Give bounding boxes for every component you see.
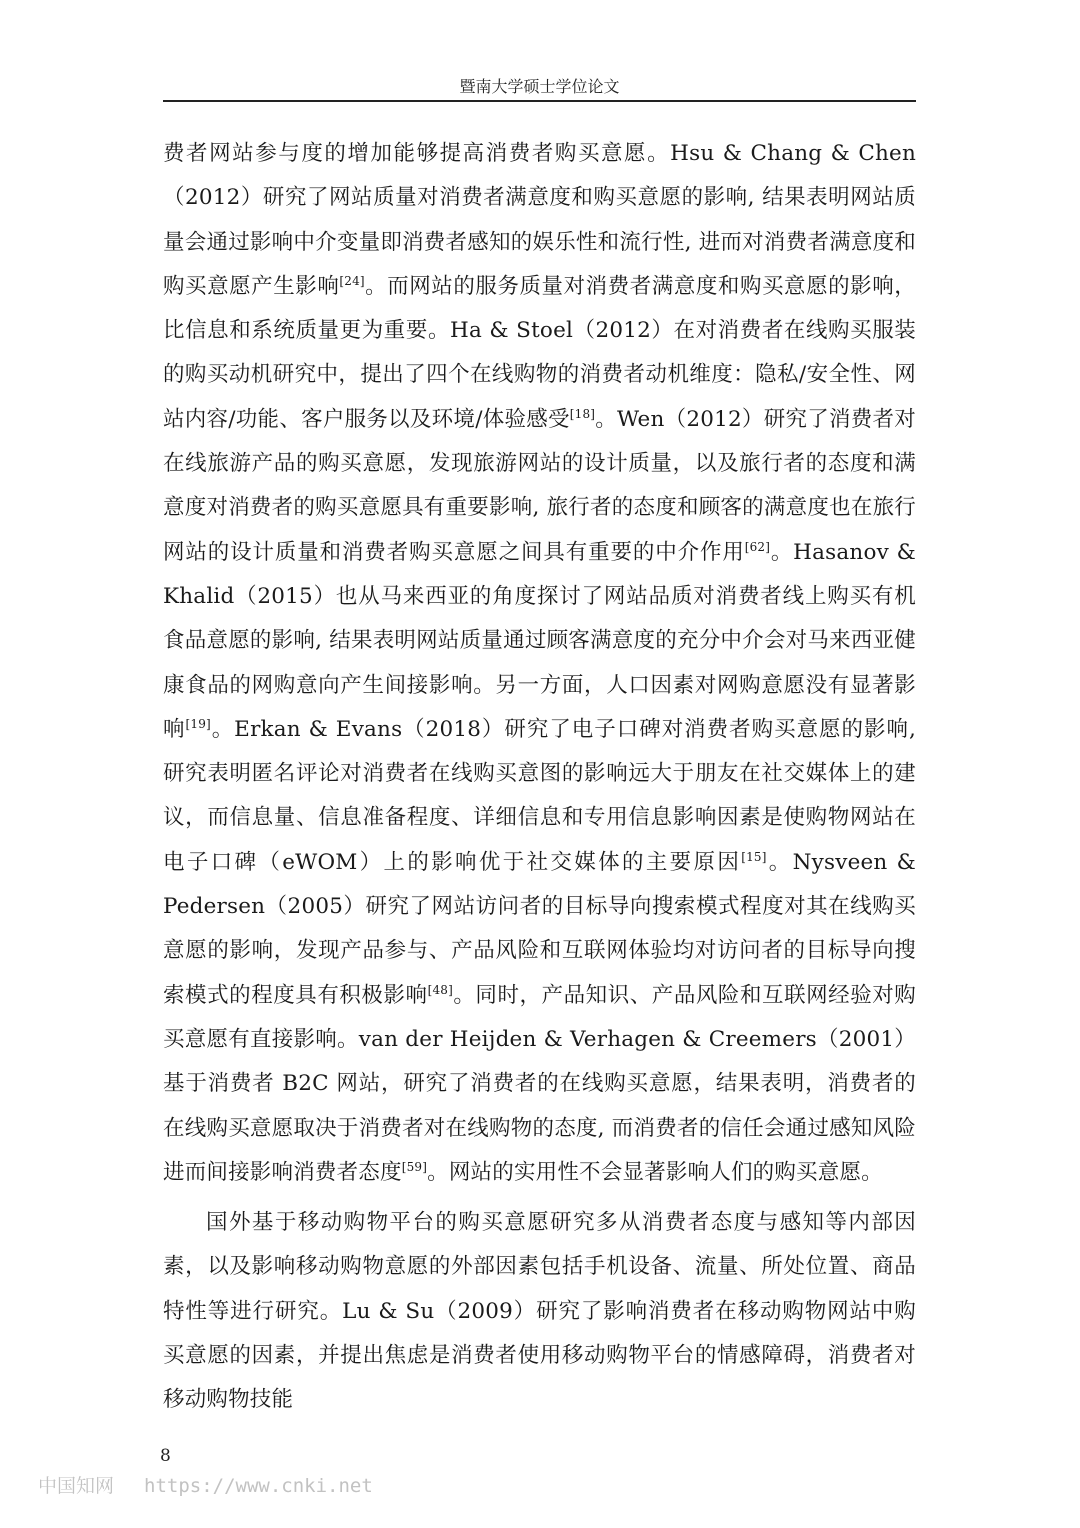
text-run: 。Hasanov & Khalid（2015）也从马来西亚的角度探讨了网站品质对消费者线上购买有机食品意愿的影响, 结果表明网站质量通过顾客满意度的充分中介会对马来西亚健康食品的网购意向产生间接影响。另一方面，人口因素对网购意愿没有显著影响 (163, 539, 916, 742)
citation-ref: [19] (185, 716, 211, 731)
text-run: 。网站的实用性不会显著影响人们的购买意愿。 (427, 1159, 883, 1185)
text-run: 。Erkan & Evans（2018）研究了电子口碑对消费者购买意愿的影响, 研究表明匿名评论对消费者在线购买意图的影响远大于朋友在社交媒体上的建议，而信息量、信息准备程度、详细信息和专用信息影响因素是使购物网站在电子口碑（eWOM）上的影响优于社交媒体的主要原因 (163, 716, 916, 875)
paragraph-1 (163, 132, 916, 1195)
citation-ref: [59] (401, 1159, 428, 1174)
citation-ref: [62] (744, 539, 771, 554)
text-run: 。Nysveen & Pedersen（2005）研究了网站访问者的目标导向搜索模式程度对其在线购买意愿的影响，发现产品参与、产品风险和互联网体验均对访问者的目标导向搜索模式的程度具有积极影响 (163, 849, 917, 1008)
body-text (163, 132, 916, 1423)
running-header: 暨南大学硕士学位论文 (459, 77, 620, 96)
paragraph-2 (163, 1201, 916, 1422)
citation-ref: [18] (569, 406, 596, 421)
citation-ref: [24] (339, 273, 365, 288)
text-run: 。Wen（2012）研究了消费者对在线旅游产品的购买意愿，发现旅游网站的设计质量，以及旅行者的态度和满意度对消费者的购买意愿具有重要影响, 旅行者的态度和顾客的满意度也在旅行网站的设计质量和消费者购买意愿之间具有重要的中介作用 (163, 406, 916, 565)
watermark-url: https://www.cnki.net (144, 1475, 373, 1497)
citation-ref: [48] (427, 982, 454, 997)
watermark-name: 中国知网 (38, 1475, 115, 1497)
text-run: 费者网站参与度的增加能够提高消费者购买意愿。Hsu & Chang & Chen（2012）研究了网站质量对消费者满意度和购买意愿的影响, 结果表明网站质量会通过影响中介变量即消费者感知的娱乐性和流行性, 进而对消费者满意度和购买意愿产生影响 (163, 141, 916, 299)
citation-ref: [15] (741, 849, 767, 864)
header-rule (163, 100, 916, 102)
text-run: 。同时，产品知识、产品风险和互联网经验对购买意愿有直接影响。van der Heijden & Verhagen & Creemers（2001）基于消费者 B2C 网站，研究了消费者的在线购买意愿，结果表明，消费者的在线购买意愿取决于消费者对在线购物的态度, 而消费者的信任会通过感知风险进而间接影响消费者态度 (163, 982, 917, 1185)
text-run: 国外基于移动购物平台的购买意愿研究多从消费者态度与感知等内部因素，以及影响移动购物意愿的外部因素包括手机设备、流量、所处位置、商品特性等进行研究。Lu & Su（2009）研究了影响消费者在移动购物网站中购买意愿的因素，并提出焦虑是消费者使用移动购物平台的情感障碍，消费者对移动购物技能 (163, 1210, 916, 1413)
page-number: 8 (160, 1446, 171, 1466)
text-run: 。而网站的服务质量对消费者满意度和购买意愿的影响，比信息和系统质量更为重要。Ha & Stoel（2012）在对消费者在线购买服装的购买动机研究中，提出了四个在线购物的消费者动机维度：隐私/安全性、网站内容/功能、客户服务以及环境/体验感受 (163, 273, 916, 432)
cnki-watermark (38, 1471, 373, 1498)
